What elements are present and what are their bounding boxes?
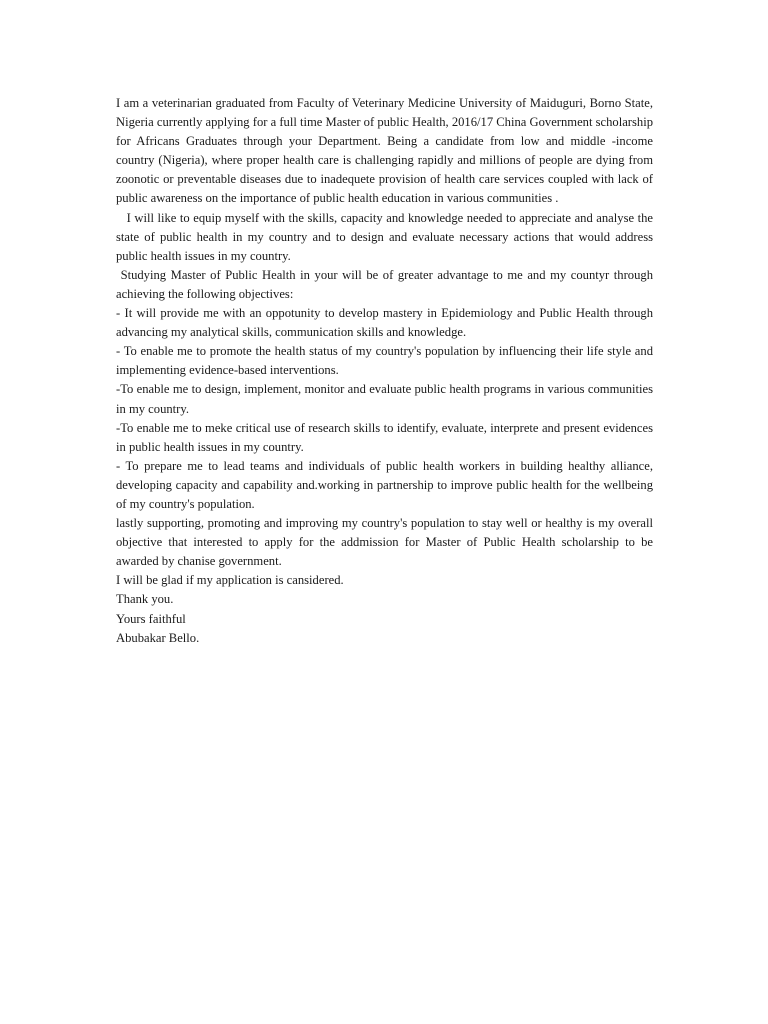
skills-paragraph: I will like to equip myself with the skills, capacity and knowledge needed to appreciate and analyse the state of public health in my country and to design and evaluate necessary actions that would address public health issues in my country. (116, 210, 657, 263)
objective-item: - It will provide me with an oppotunity to develop mastery in Epidemiology and Public Health through advancing my analytical skills, communication skills and knowledge. (116, 306, 653, 340)
advantage-paragraph: Studying Master of Public Health in your will be of greater advantage to me and my countyr through achieving the following objectives: (116, 267, 657, 301)
valediction: Yours faithful (116, 611, 186, 626)
intro-paragraph: I am a veterinarian graduated from Faculty of Veterinary Medicine University of Maiduguri, Borno State, Nigeria currently applying for a full time Master of public Health, 2016/17 China Government scholarship for Africans Graduates through your Department. Being a candidate from low and middle -income country (Nigeria), where proper health care is challenging rapidly and millions of people are dying from zoonotic or preventable diseases due to inadequete provision of health care services coupled with lack of public awareness on the importance of public health education in various communities . (116, 96, 653, 206)
signature-name: Abubakar Bello. (116, 630, 200, 645)
thanks-line: Thank you. (116, 592, 174, 607)
objective-item: -To enable me to design, implement, monitor and evaluate public health programs in various communities in my country. (116, 382, 653, 416)
objective-item: - To enable me to promote the health status of my country's population by influencing their life style and implementing evidence-based interventions. (116, 344, 653, 378)
objective-item: -To enable me to meke critical use of research skills to identify, evaluate, interprete and present evidences in public health issues in my country. (116, 420, 653, 454)
objective-item: - To prepare me to lead teams and individuals of public health workers in building healthy alliance, developing capacity and capability and.working in partnership to improve public health for the wellbeing of my country's population. (116, 458, 653, 511)
consideration-line: I will be glad if my application is cansidered. (116, 573, 344, 588)
letter-body (116, 94, 657, 648)
closing-paragraph: lastly supporting, promoting and improving my country's population to stay well or healthy is my overall objective that interested to apply for the addmission for Master of Public Health scholarship to be awarded by chanise government. (116, 516, 653, 569)
